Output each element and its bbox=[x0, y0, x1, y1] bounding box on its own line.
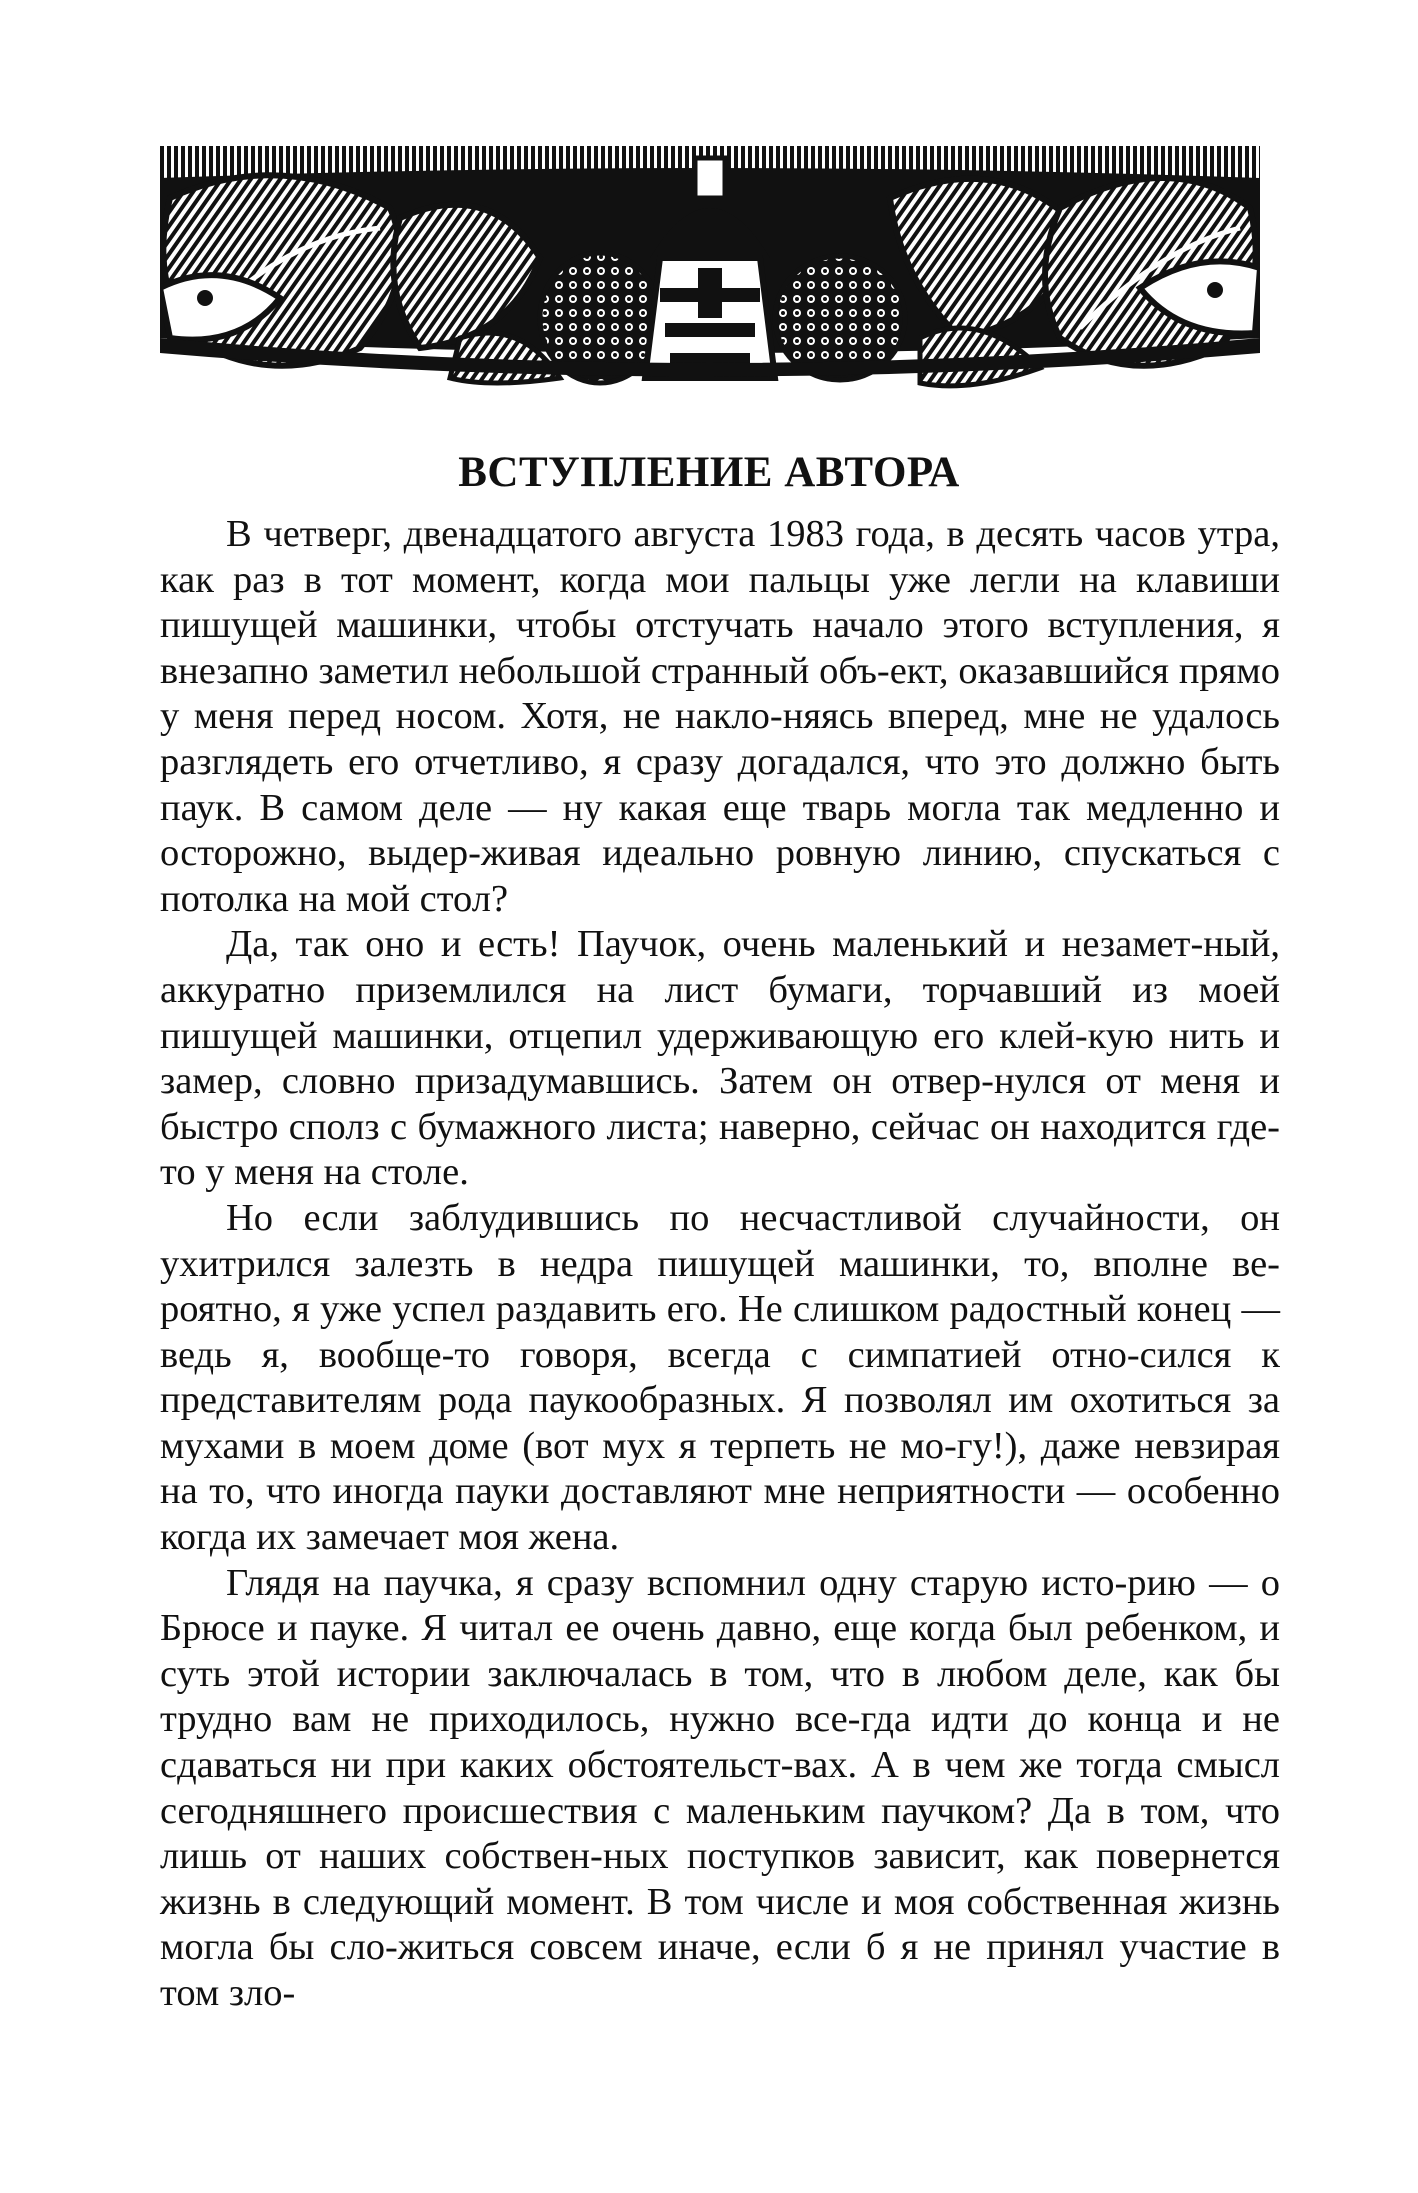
chapter-title: ВСТУПЛЕНИЕ АВТОРА bbox=[458, 449, 960, 496]
paragraph: Но если заблудившись по несчастливой случайности, он ухитрился залезть в недра пишущей машинки, то, вполне ве-роятно, я уже успел раздавить его. Не слишком радостный конец — ведь я, вообще-то говоря, всегда с симпатией отно-сился к представителям рода паукообразных. Я позволял им охотиться за мухами в моем доме (вот мух я терпеть не мо-гу!), даже невзирая на то, что иногда пауки доставляют мне неприятности — особенно когда их замечает моя жена. bbox=[160, 1196, 1280, 1559]
paragraph: Да, так оно и есть! Паучок, очень маленький и незамет-ный, аккуратно приземлился на лист бумаги, торчавший из моей пишущей машинки, отцепил удерживающую его клей-кую нить и замер, словно призадумавшись. Затем он отвер-нулся от меня и быстро сполз с бумажного листа; наверно, сейчас он находится где-то у меня на столе. bbox=[160, 923, 1280, 1194]
paragraph: Глядя на паучка, я сразу вспомнил одну старую исто-рию — о Брюсе и пауке. Я читал ее очень давно, еще когда был ребенком, и суть этой истории заключалась в том, что в любом деле, как бы трудно вам не приходилось, нужно все-гда идти до конца и не сдаваться ни при каких обстоятельст-вах. А в чем же тогда смысл сегодняшнего происшествия с маленьким паучком? Да в том, что лишь от наших собствен-ных поступков зависит, как повернется жизнь в следующий момент. В том числе и моя собственная жизнь могла бы сло-житься совсем иначе, если б я не принял участие в том зло- bbox=[160, 1561, 1280, 2014]
paragraph: В четверг, двенадцатого августа 1983 года, в десять часов утра, как раз в тот момент, когда мои пальцы уже легли на клавиши пишущей машинки, чтобы отстучать начало этого вступления, я внезапно заметил небольшой странный объ-ект, оказавшийся прямо у меня перед носом. Хотя, не накло-няясь вперед, мне не удалось разглядеть его отчетливо, я сразу догадался, что это должно быть паук. В самом деле — ну какая еще тварь могла так медленно и осторожно, выдер-живая идеально ровную линию, спускаться с потолка на мой стол? bbox=[160, 513, 1280, 920]
body-text bbox=[160, 512, 1280, 2017]
seashell-lighthouse-ornament-icon bbox=[160, 138, 1260, 398]
